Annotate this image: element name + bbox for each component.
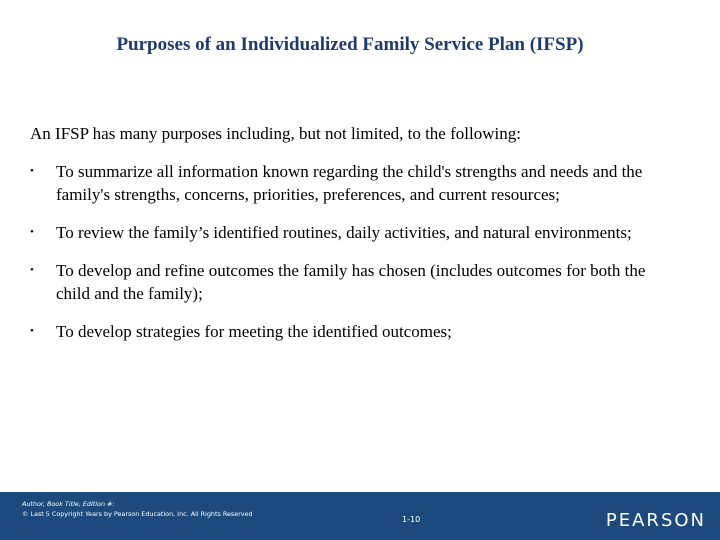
intro-text: An IFSP has many purposes including, but not limited, to the following: bbox=[30, 124, 521, 143]
pearson-logo: PEARSON bbox=[605, 510, 706, 531]
footer-book-info: Author, Book Title, Edition #: bbox=[22, 500, 115, 508]
bullet-icon: • bbox=[30, 165, 34, 177]
slide-title: Purposes of an Individualized Family Service Plan (IFSP) bbox=[116, 34, 584, 55]
bullet-item bbox=[30, 160, 670, 206]
bullet-text: To summarize all information known regarding the child's strengths and needs and the family's strengths, concerns, priorities, preferences, and current resources; bbox=[56, 162, 643, 204]
bullet-item bbox=[30, 320, 670, 343]
bullet-text: To develop strategies for meeting the identified outcomes; bbox=[56, 322, 452, 341]
bullet-item bbox=[30, 259, 670, 305]
bullet-text: To develop and refine outcomes the family has chosen (includes outcomes for both the child and the family); bbox=[56, 261, 646, 303]
bullet-list bbox=[30, 160, 670, 358]
page-number: 1-10 bbox=[402, 515, 421, 524]
footer-copyright-line: © Last 5 Copyright Years by Pearson Education, Inc. All Rights Reserved bbox=[22, 509, 253, 518]
bullet-icon: • bbox=[30, 264, 34, 276]
bullet-icon: • bbox=[30, 325, 34, 337]
footer-copyright bbox=[22, 500, 253, 519]
bullet-item bbox=[30, 221, 670, 244]
bullet-icon: • bbox=[30, 226, 34, 238]
bullet-text: To review the family’s identified routines, daily activities, and natural environments; bbox=[56, 223, 632, 242]
